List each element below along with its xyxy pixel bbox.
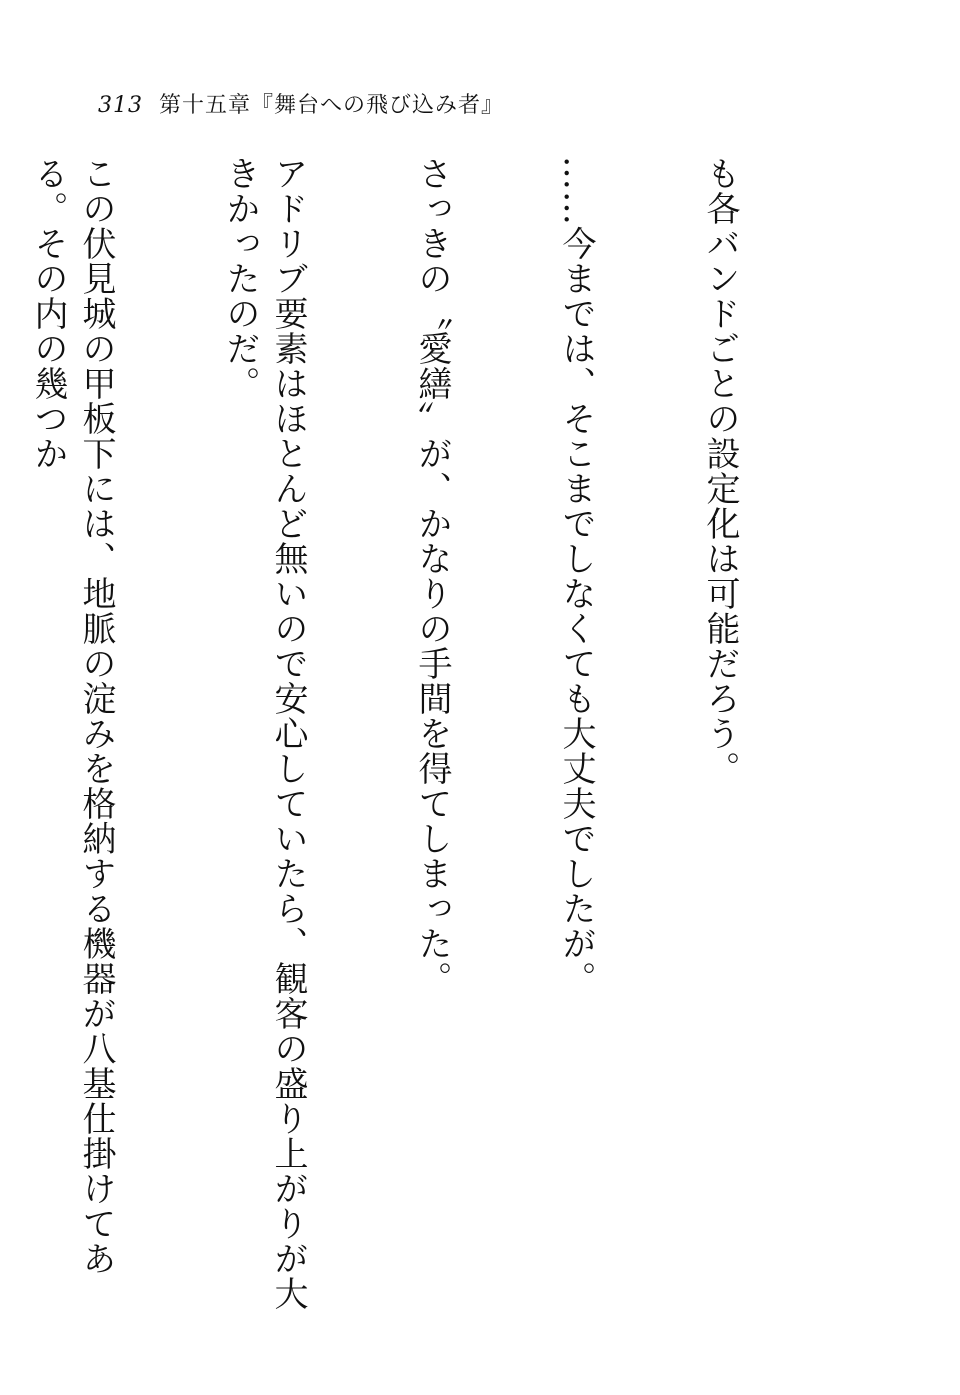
text-line: アドリブ要素はほとんど無いので安心していたら、観客の盛り上がりが大きかったのだ。 (220, 156, 308, 1311)
text-line: さっきの〝愛繕〟が、かなりの手間を得てしまった。 (412, 156, 452, 996)
text-line: ……今までは、そこまでしなくても大丈夫でしたが。 (556, 156, 596, 996)
text-line: この伏見城の甲板下には、地脈の淀みを格納する機器が八基仕掛けてある。その内の幾つか (28, 156, 116, 1276)
chapter-title: 第十五章『舞台への飛び込み者』 (159, 93, 505, 118)
running-header (98, 88, 504, 119)
text-line: も各バンドごとの設定化は可能だろう。 (700, 156, 740, 786)
page-number: 313 (98, 93, 143, 118)
vertical-body-text (28, 156, 840, 1326)
